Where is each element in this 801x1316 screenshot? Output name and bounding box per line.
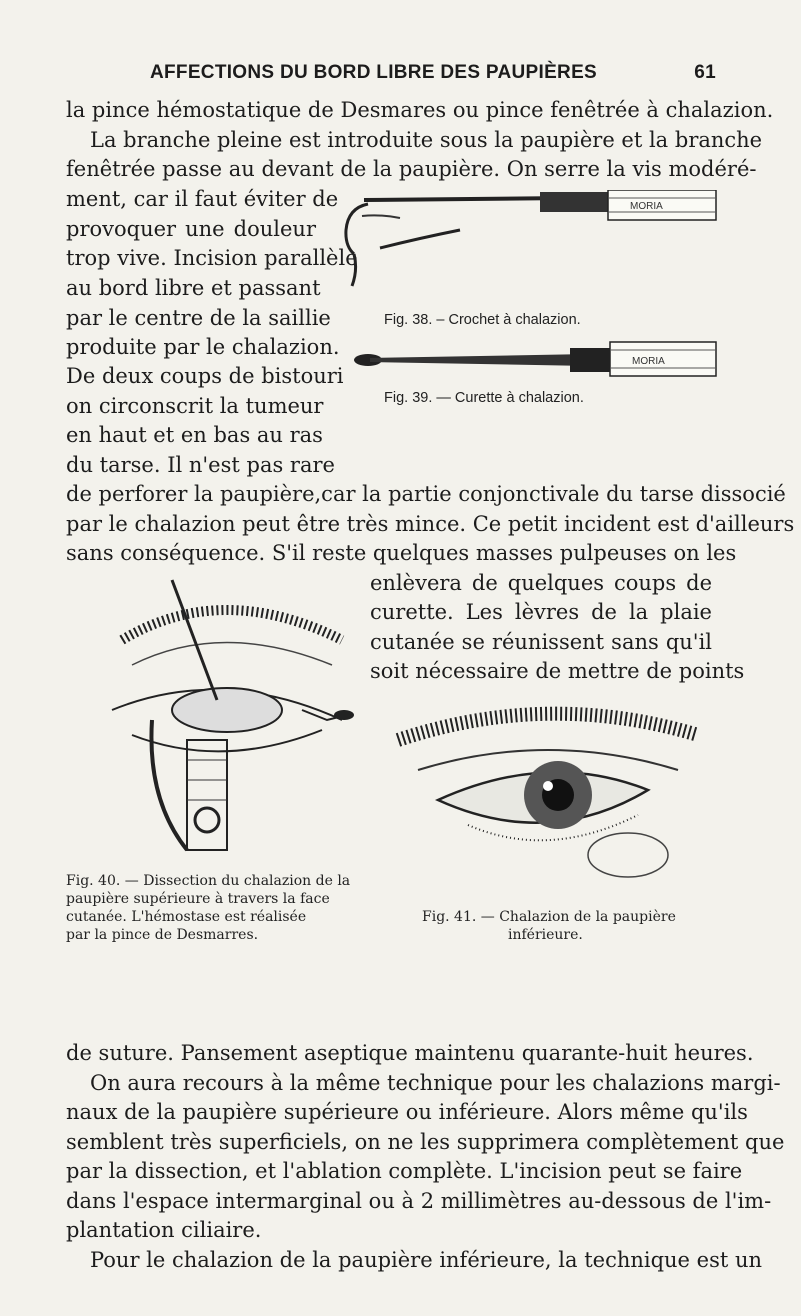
text-line-22: On aura recours à la même technique pour les chalazions margi- <box>90 1071 781 1095</box>
fig40-caption-line-1: Fig. 40. — Dissection du chalazion de la <box>66 873 351 889</box>
fig39-caption: Fig. 39. — Curette à chalazion. <box>384 390 584 406</box>
text-line-4: ment, car il faut éviter de <box>66 187 339 211</box>
text-line-14: de perforer la paupière,car la partie conjonctivale du tarse dissocié <box>66 482 786 506</box>
text-line-15: par le chalazion peut être très mince. Ce petit incident est d'ailleurs <box>66 512 795 536</box>
text-line-25: par la dissection, et l'ablation complète. L'incision peut se faire <box>66 1159 743 1183</box>
text-line-6: trop vive. Incision parallèle <box>66 246 358 270</box>
fig38-hook-illustration <box>340 190 720 300</box>
text-line-23: naux de la paupière supérieure ou inférieure. Alors même qu'ils <box>66 1100 748 1124</box>
text-line-10: De deux coups de bistouri <box>66 364 344 388</box>
text-line-18: curette. Les lèvres de la plaie <box>370 600 712 624</box>
text-line-8: par le centre de la saillie <box>66 306 331 330</box>
text-line-12: en haut et en bas au ras <box>66 423 323 447</box>
page-number: 61 <box>694 62 716 83</box>
text-line-3: fenêtrée passe au devant de la paupière. On serre la vis modéré- <box>66 157 757 181</box>
fig38-caption: Fig. 38. – Crochet à chalazion. <box>384 312 581 328</box>
fig41-caption-line-2: inférieure. <box>508 927 583 943</box>
text-line-21: de suture. Pansement aseptique maintenu quarante-huit heures. <box>66 1041 754 1065</box>
text-line-27: plantation ciliaire. <box>66 1218 262 1242</box>
text-line-24: semblent très superficiels, on ne les supprimera complètement que <box>66 1130 785 1154</box>
fig40-caption-line-3: cutanée. L'hémostase est réalisée <box>66 909 307 925</box>
fig41-eye-illustration <box>378 690 718 890</box>
text-line-16: sans conséquence. S'il reste quelques masses pulpeuses on les <box>66 541 737 565</box>
fig39-curette-illustration <box>340 340 720 380</box>
fig40-caption-line-2: paupière supérieure à travers la face <box>66 891 330 907</box>
fig38-stamp: MORIA <box>630 201 663 212</box>
running-head-title: AFFECTIONS DU BORD LIBRE DES PAUPIÈRES <box>150 62 598 83</box>
text-line-20: soit nécessaire de mettre de points <box>370 659 745 683</box>
fig40-dissection-illustration <box>92 570 364 870</box>
text-line-26: dans l'espace intermarginal ou à 2 millimètres au-dessous de l'im- <box>66 1189 772 1213</box>
running-head <box>150 62 716 84</box>
text-line-5: provoquer une douleur <box>66 217 316 241</box>
text-line-19: cutanée se réunissent sans qu'il <box>370 630 712 654</box>
text-line-11: on circonscrit la tumeur <box>66 394 324 418</box>
text-line-9: produite par le chalazion. <box>66 335 340 359</box>
fig39-stamp: MORIA <box>632 356 665 367</box>
fig40-caption-line-4: par la pince de Desmarres. <box>66 927 259 943</box>
text-line-17: enlèvera de quelques coups de <box>370 571 712 595</box>
text-line-2: La branche pleine est introduite sous la paupière et la branche <box>90 128 763 152</box>
fig41-caption-line-1: Fig. 41. — Chalazion de la paupière <box>422 909 676 925</box>
text-line-28: Pour le chalazion de la paupière inférieure, la technique est un <box>90 1248 763 1272</box>
text-line-13: du tarse. Il n'est pas rare <box>66 453 335 477</box>
text-line-7: au bord libre et passant <box>66 276 321 300</box>
text-line-1: la pince hémostatique de Desmares ou pince fenêtrée à chalazion. <box>66 98 774 122</box>
